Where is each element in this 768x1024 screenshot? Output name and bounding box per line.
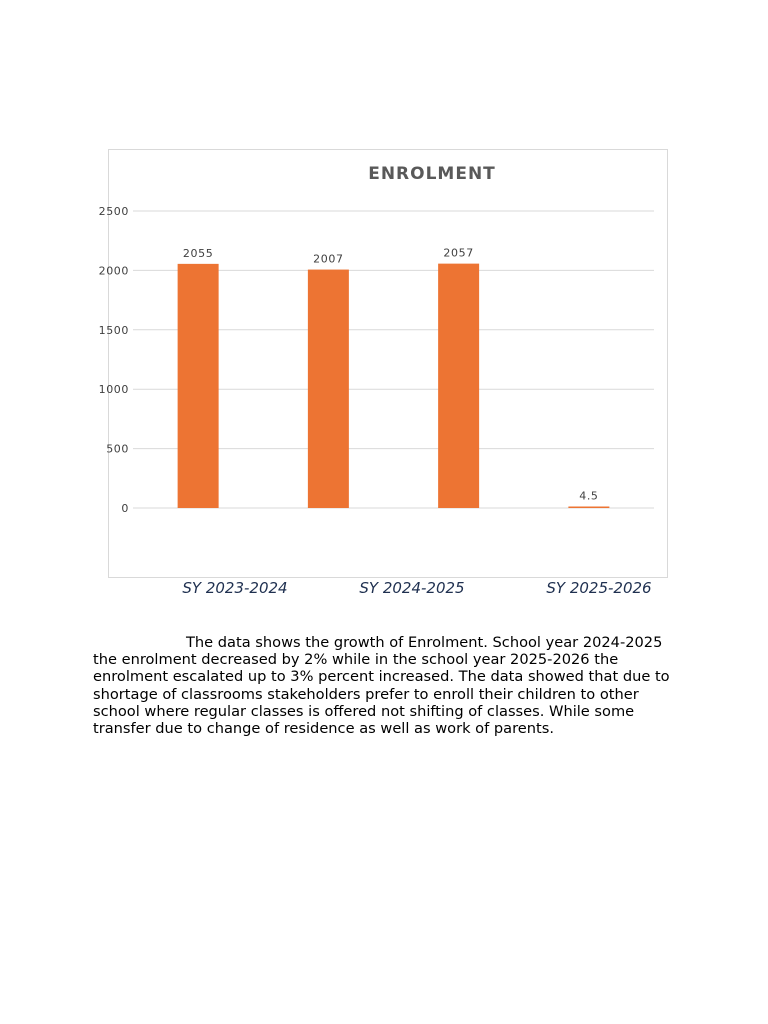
bar-0 — [178, 264, 219, 508]
category-label-1: SY 2024-2025 — [359, 579, 465, 597]
data-label-0: 2055 — [182, 246, 214, 260]
y-tick-label: 1500 — [98, 323, 129, 337]
data-label-3: 4.5 — [579, 489, 599, 503]
data-label-1: 2007 — [313, 252, 344, 266]
data-labels — [183, 247, 599, 503]
bars — [178, 264, 610, 508]
category-label-2: SY 2025-2026 — [546, 579, 652, 597]
x-axis-categories — [182, 579, 651, 597]
category-label-0: SY 2023-2024 — [182, 579, 288, 597]
analysis-paragraph: The data shows the growth of Enrolment. School year 2024-2025 the enrolment decreased by 2% while in the school year 2025-2026 the enrolment escalated up to 3% percent increased. The data showed that due to shortage of classrooms stakeholders prefer to enroll their children to other school where regular classes is offered not shifting of classes. While some transfer due to change of residence as well as work of parents. — [93, 634, 670, 738]
bar-2 — [438, 264, 479, 508]
y-axis-ticks — [99, 205, 129, 515]
bar-1 — [308, 270, 349, 508]
bar-3 — [568, 507, 609, 509]
y-tick-label: 0 — [121, 502, 129, 515]
data-label-2: 2057 — [443, 246, 474, 260]
y-tick-label: 2500 — [98, 205, 129, 218]
y-tick-label: 500 — [106, 442, 129, 456]
y-tick-label: 2000 — [98, 264, 129, 278]
y-tick-label: 1000 — [98, 383, 129, 397]
chart-title: ENROLMENT — [368, 164, 496, 184]
